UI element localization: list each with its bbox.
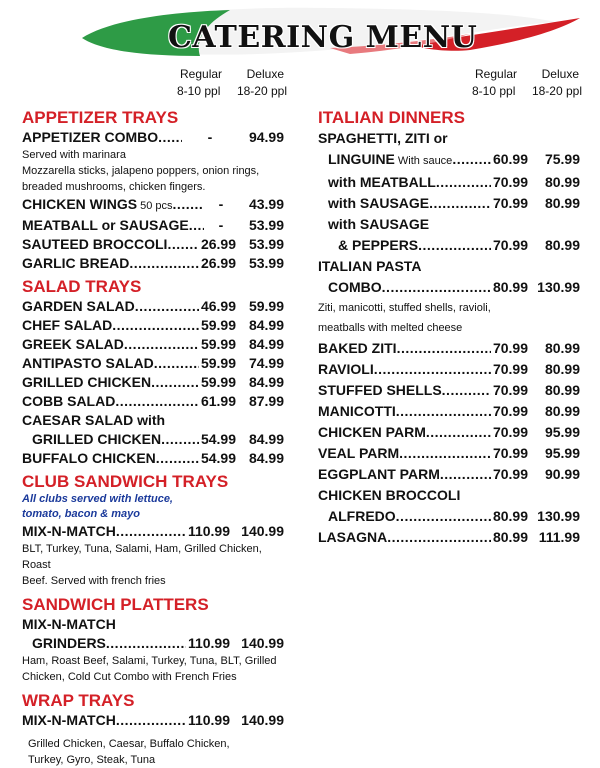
- menu-item-title: with SAUSAGE: [328, 216, 430, 232]
- item-description: BLT, Turkey, Tuna, Salami, Ham, Grilled Chicken, Roast: [22, 543, 262, 571]
- item-description: Grilled Chicken, Caesar, Buffalo Chicken,: [28, 738, 230, 750]
- menu-item: GREEK SALAD ..... 59.99 84.99: [22, 335, 284, 354]
- item-description: Beef. Served with french fries: [22, 575, 166, 587]
- item-description: Ham, Roast Beef, Salami, Turkey, Tuna, BLT, Grilled: [22, 655, 277, 667]
- deluxe-ppl: 18-20 ppl: [531, 84, 582, 98]
- menu-item: CHICKEN WINGS 50 pcs ..... - 43.99: [22, 195, 284, 216]
- section-heading: WRAP TRAYS: [22, 691, 135, 710]
- regular-ppl: 8-10 ppl: [472, 84, 516, 98]
- menu-item: ALFREDO ..... 80.99 130.99: [318, 506, 580, 527]
- menu-item: LASAGNA ..... 80.99 111.99: [318, 527, 580, 548]
- left-column: [22, 108, 284, 768]
- left-size-header: [177, 66, 287, 100]
- menu-item: VEAL PARM ..... 70.99 95.99: [318, 443, 580, 464]
- item-description: Mozzarella sticks, jalapeno poppers, onion rings,: [22, 165, 260, 177]
- menu-item-title: MIX-N-MATCH: [22, 616, 116, 632]
- section-heading: SANDWICH PLATTERS: [22, 595, 209, 614]
- regular-label: Regular: [475, 67, 518, 81]
- menu-item: APPETIZER COMBO ..... - 94.99: [22, 128, 284, 147]
- section-heading: APPETIZER TRAYS: [22, 108, 179, 127]
- menu-item: LINGUINE With sauce ..... 60.99 75.99: [318, 149, 580, 172]
- right-column: [318, 108, 580, 548]
- section-heading: CLUB SANDWICH TRAYS: [22, 472, 229, 491]
- menu-item: with SAUSAGE ..... 70.99 80.99: [318, 193, 580, 214]
- menu-item: CHICKEN PARM ..... 70.99 95.99: [318, 422, 580, 443]
- deluxe-label: Deluxe: [246, 67, 284, 81]
- menu-item: MEATBALL or SAUSAGE ..... - 53.99: [22, 216, 284, 235]
- menu-item: CHEF SALAD ..... 59.99 84.99: [22, 316, 284, 335]
- menu-item: RAVIOLI ..... 70.99 80.99: [318, 359, 580, 380]
- item-description: breaded mushrooms, chicken fingers.: [22, 181, 206, 193]
- item-description: Chicken, Cold Cut Combo with French Fries: [22, 671, 237, 683]
- section-heading: ITALIAN DINNERS: [318, 108, 466, 127]
- menu-item: MANICOTTI ..... 70.99 80.99: [318, 401, 580, 422]
- section-heading: SALAD TRAYS: [22, 277, 142, 296]
- menu-item: GRINDERS ..... 110.99 140.99: [22, 634, 284, 653]
- regular-label: Regular: [180, 67, 223, 81]
- menu-item: GRILLED CHICKEN ..... 59.99 84.99: [22, 373, 284, 392]
- menu-item: STUFFED SHELLS ..... 70.99 80.99: [318, 380, 580, 401]
- deluxe-ppl: 18-20 ppl: [236, 84, 287, 98]
- menu-item: GRILLED CHICKEN ..... 54.99 84.99: [22, 430, 284, 449]
- menu-item: with MEATBALL ..... 70.99 80.99: [318, 172, 580, 193]
- item-description: Ziti, manicotti, stuffed shells, ravioli,: [318, 302, 491, 314]
- menu-item: ANTIPASTO SALAD ..... 59.99 74.99: [22, 354, 284, 373]
- regular-ppl: 8-10 ppl: [177, 84, 221, 98]
- item-description: meatballs with melted cheese: [318, 322, 463, 334]
- item-description: Served with marinara: [22, 149, 126, 161]
- menu-header: [0, 0, 600, 66]
- menu-item-title: CAESAR SALAD with: [22, 412, 166, 428]
- menu-item-title: SPAGHETTI, ZITI or: [318, 130, 448, 146]
- menu-item: & PEPPERS ..... 70.99 80.99: [318, 235, 580, 256]
- menu-item: GARDEN SALAD ..... 46.99 59.99: [22, 297, 284, 316]
- menu-item: SAUTEED BROCCOLI ..... 26.99 53.99: [22, 235, 284, 254]
- item-description: Turkey, Gyro, Steak, Tuna: [28, 754, 156, 766]
- menu-item-title: CHICKEN BROCCOLI: [318, 487, 461, 503]
- menu-item: BUFFALO CHICKEN ..... 54.99 84.99: [22, 449, 284, 468]
- menu-item: BAKED ZITI ..... 70.99 80.99: [318, 338, 580, 359]
- section-note: tomato, bacon & mayo: [22, 508, 140, 520]
- right-size-header: [472, 66, 582, 100]
- section-note: All clubs served with lettuce,: [22, 493, 173, 505]
- menu-item: MIX-N-MATCH ..... 110.99 140.99: [22, 522, 284, 541]
- menu-item: EGGPLANT PARM ..... 70.99 90.99: [318, 464, 580, 485]
- menu-item: MIX-N-MATCH ..... 110.99 140.99: [22, 711, 284, 730]
- menu-item-title: ITALIAN PASTA: [318, 258, 422, 274]
- menu-item: COBB SALAD ..... 61.99 87.99: [22, 392, 284, 411]
- menu-item: COMBO ..... 80.99 130.99: [318, 277, 580, 298]
- menu-item: GARLIC BREAD ..... 26.99 53.99: [22, 254, 284, 273]
- menu-title: CATERING MENU: [168, 20, 478, 55]
- deluxe-label: Deluxe: [541, 67, 579, 81]
